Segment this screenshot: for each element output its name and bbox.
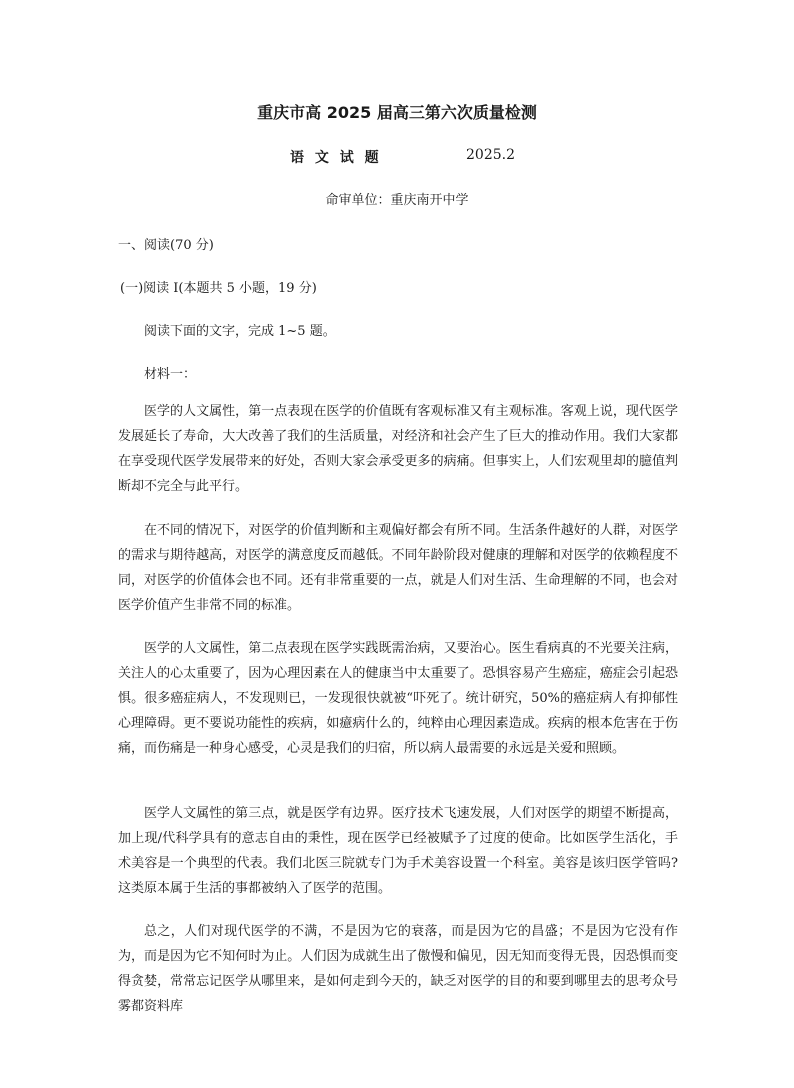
paragraph: 医学的人文属性，第二点表现在医学实践既需治病，又要治心。医生看病真的不光要关注病，关注人的心太重要了，因为心理因素在人的健康当中太重要了。恐惧容易产生癌症，癌症会引起恐惧。很多癌症病人，不发现则已，一发现很快就被“吓死了。统计研究，50%的癌症病人有抑郁性心理障碍。更不要说功能性的疾病，如癔病什么的，纯粹由心理因素造成。疾病的根本危害在于伤痛，而伤痛是一种身心感受，心灵是我们的归宿，所以病人最需要的永远是关爱和照顾。 — [118, 641, 678, 756]
exam-date: 2025.2 — [466, 147, 515, 163]
paragraph: 医学人文属性的第三点，就是医学有边界。医疗技术飞速发展，人们对医学的期望不断提高，加上现/代科学具有的意志自由的秉性，现在医学已经被赋予了过度的使命。比如医学生活化，手术美容是一个典型的代表。我们北医三院就专门为手术美容设置一个科室。美容是该归医学管吗?这类原本属于生活的事都被纳入了医学的范围。 — [118, 806, 678, 896]
organizer-line: 命审单位：重庆南开中学 — [325, 193, 469, 208]
reading-instruction: 阅读下面的文字，完成 1~5 题。 — [144, 324, 336, 339]
subject-label: 语 文 试 题 — [290, 150, 382, 166]
paragraph: 在不同的情况下，对医学的价值判断和主观偏好都会有所不同。生活条件越好的人群，对医学的需求与期待越高，对医学的满意度反而越低。不同年龄阶段对健康的理解和对医学的依赖程度不同，对医学的价值体会也不同。还有非常重要的一点，就是人们对生活、生命理解的不同，也会对医学价值产生非常不同的标准。 — [118, 523, 678, 613]
subtitle-row — [0, 147, 794, 167]
exam-title: 重庆市高 2025 届高三第六次质量检测 — [257, 103, 537, 122]
paragraph: 总之，人们对现代医学的不满，不是因为它的衰落，而是因为它的昌盛；不是因为它没有作为，而是因为它不知何时为止。人们因为成就生出了傲慢和偏见，因无知而变得无畏，因恐惧而变得贪婪，常常忘记医学从哪里来，是如何走到今天的，缺乏对医学的目的和要到哪里去的思考众号雾都资料库 — [118, 924, 678, 1014]
material-label: 材料一： — [144, 367, 197, 382]
subsection-heading: (一)阅读 I(本题共 5 小题，19 分) — [120, 281, 317, 296]
part-heading: 一、阅读(70 分) — [118, 238, 214, 253]
paragraph: 医学的人文属性，第一点表现在医学的价值既有客观标准又有主观标准。客观上说，现代医学发展延长了寿命，大大改善了我们的生活质量，对经济和社会产生了巨大的推动作用。我们大家都在享受现代医学发展带来的好处，否则大家会承受更多的病痛。但事实上，人们宏观里却的臆值判断却不完全与此平行。 — [118, 404, 678, 494]
